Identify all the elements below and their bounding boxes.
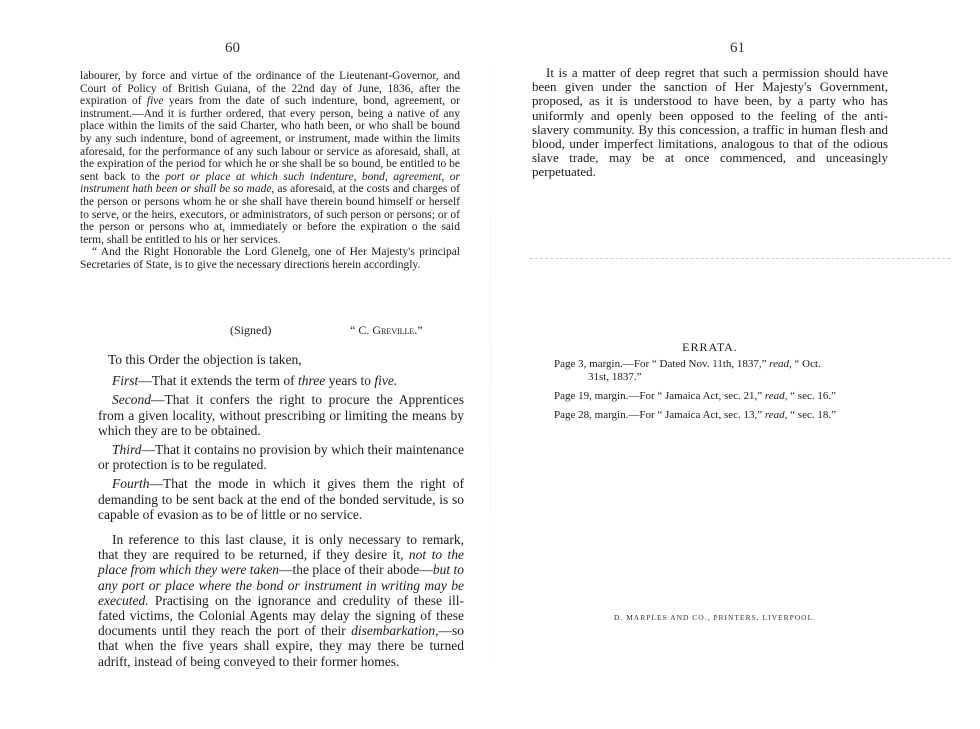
signer-name: “ C. Greville.” [350,323,423,337]
errata-entry: Page 3, margin.—For “ Dated Nov. 11th, 1837,” read, “ Oct. 31st, 1837.” [554,358,894,384]
page-number-right: 61 [730,40,745,56]
errata-entry: Page 19, margin.—For “ Jamaica Act, sec. 21,” read, “ sec. 16.” [554,390,836,402]
errata-list [554,358,894,428]
objection-second: Second—That it confers the right to procure the Apprentices from a given locality, without prescribing or limiting the means by which they are to be obtained. [98,392,464,438]
objection-intro: To this Order the objection is taken, [108,352,302,367]
regret-paragraph: It is a matter of deep regret that such a permission should have been given under the sanction of Her Majesty's Government, proposed, as it is understood to have been, by a party who has uniformly and openly been opposed to the feeling of the anti-slavery community. By this concession, a traffic in human flesh and blood, under imperfect limitations, analogous to that of the odious slave trade, may be at once commenced, and unceasingly perpetuated. [532,65,888,180]
order-paragraph: “ And the Right Honorable the Lord Glenelg, one of Her Majesty's principal Secretaries of State, is to give the necessary directions herein accordingly. [80,246,460,271]
reference-paragraph: In reference to this last clause, it is only necessary to remark, that they are required to be returned, if they desire it, not to the place from which they were taken—the place of their abode—but to any port or place where the bond or instrument in writing may be executed. Practising on the ignorance and credulity of these ill-fated victims, the Colonial Agents may delay the signing of these documents until they reach the port of their disembarkation,—so that when the five years shall expire, they may there be turned adrift, instead of being conveyed to their former homes. [98,532,464,669]
signed-label: (Signed) [230,323,272,337]
errata-heading: ERRATA. [682,340,738,354]
order-paragraph: labourer, by force and virtue of the ordinance of the Lieutenant-Governor, and Court of Policy of British Guiana, of the 22nd day of June, 1836, after the expiration of five years from the date of such indenture, bond, agreement, or instrument.—And it is further ordered, that every person, being a native of any place within the limits of the said Charter, who hath been, or who shall be bound by any such indenture, bond of agreement, or instrument, made within the limits aforesaid, for the performance of any such labour or service as aforesaid, shall, at the expiration of the period for which he or she shall be so bound, be entitled to be sent back to the port or place at which such indenture, bond, agreement, or instrument hath been or shall be so made, as aforesaid, at the costs and charges of the person or persons whom he or she shall have therein bound himself or herself to serve, or the heirs, executors, or administrators, of such person or persons; or of the person or persons who at, immediately or before the expiration o the said term, shall be entitled to his or her services. [80,70,461,246]
printer-imprint: D. MARPLES AND CO., PRINTERS, LIVERPOOL. [613,613,817,622]
regret-text [532,66,888,180]
errata-entry: Page 28, margin.—For “ Jamaica Act, sec. 13,” read, “ sec. 18.” [554,409,836,421]
order-text [80,70,460,272]
signature-line [80,323,460,339]
objection-fourth: Fourth—That the mode in which it gives them the right of demanding to be sent back at the end of the bonded servitude, is so capable of evasion as to be of little or no service. [98,476,464,522]
errata-continuation: 31st, 1837.” [588,371,642,383]
right-page [490,0,980,729]
objection-third: Third—That it contains no provision by which their maintenance or protection is to be regulated. [98,442,464,473]
page-number-left: 60 [225,40,240,56]
section-divider [530,258,950,259]
objection-text [98,352,464,673]
objection-first: First—That it extends the term of three years to five. [112,373,398,389]
